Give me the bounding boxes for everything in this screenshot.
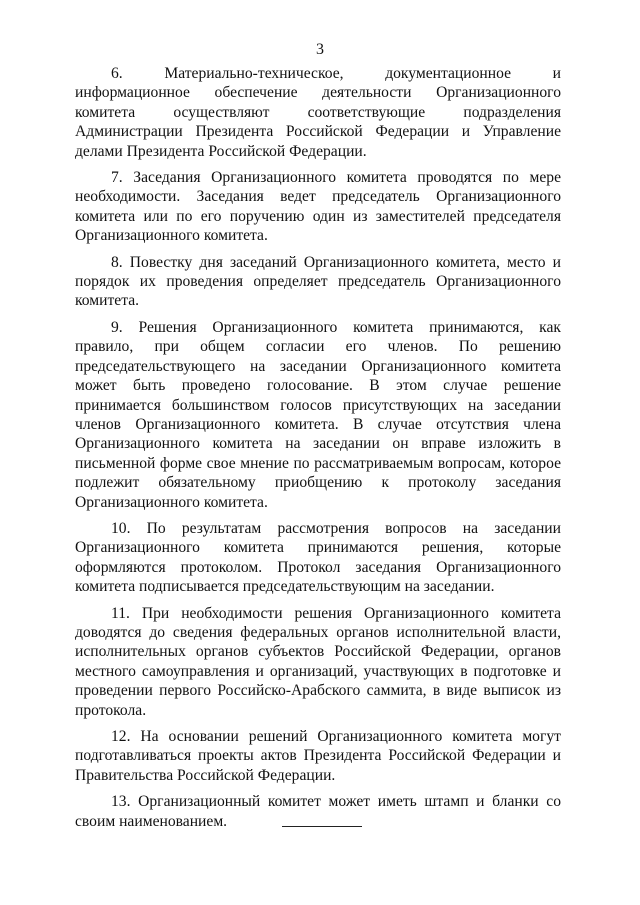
paragraph-11: 11. При необходимости решения Организационного комитета доводятся до сведения федеральных органов исполнительной власти, исполнительных органов субъектов Российской Федерации, органов местного самоуправления и организаций, участвующих в подготовке и проведении первого Российско-Арабского саммита, в виде выписок из протокола.: [75, 604, 561, 719]
paragraph-9: 9. Решения Организационного комитета принимаются, как правило, при общем согласии его членов. По решению председательствующего на заседании Организационного комитета может быть проведено голосование. В этом случае решение принимается большинством голосов присутствующих на заседании членов Организационного комитета. В случае отсутствия члена Организационного комитета на заседании он вправе изложить в письменной форме свое мнение по рассматриваемым вопросам, которое подлежит обязательному приобщению к протоколу заседания Организационного комитета.: [75, 318, 561, 511]
paragraph-13: 13. Организационный комитет может иметь штамп и бланки со своим наименованием.: [75, 793, 561, 830]
end-of-document-rule: [282, 826, 362, 827]
paragraph-12: 12. На основании решений Организационного комитета могут подготавливаться проекты актов Президента Российской Федерации и Правительства Российской Федерации.: [75, 728, 561, 784]
paragraph-6: 6. Материально-техническое, документационное и информационное обеспечение деятельности Организационного комитета осуществляют соответствующие подразделения Администрации Президента Российской Федерации и Управление делами Президента Российской Федерации.: [75, 65, 561, 160]
document-body: [75, 64, 561, 838]
paragraph-7: 7. Заседания Организационного комитета проводятся по мере необходимости. Заседания ведет председатель Организационного комитета или по его поручению один из заместителей председателя Организационного комитета.: [75, 169, 561, 245]
paragraph-10: 10. По результатам рассмотрения вопросов на заседании Организационного комитета принимаются решения, которые оформляются протоколом. Протокол заседания Организационного комитета подписывается председательствующим на заседании.: [75, 519, 561, 596]
page-number: 3: [316, 41, 324, 58]
paragraph-8: 8. Повестку дня заседаний Организационного комитета, место и порядок их проведения определяет председатель Организационного комитета.: [75, 253, 561, 310]
